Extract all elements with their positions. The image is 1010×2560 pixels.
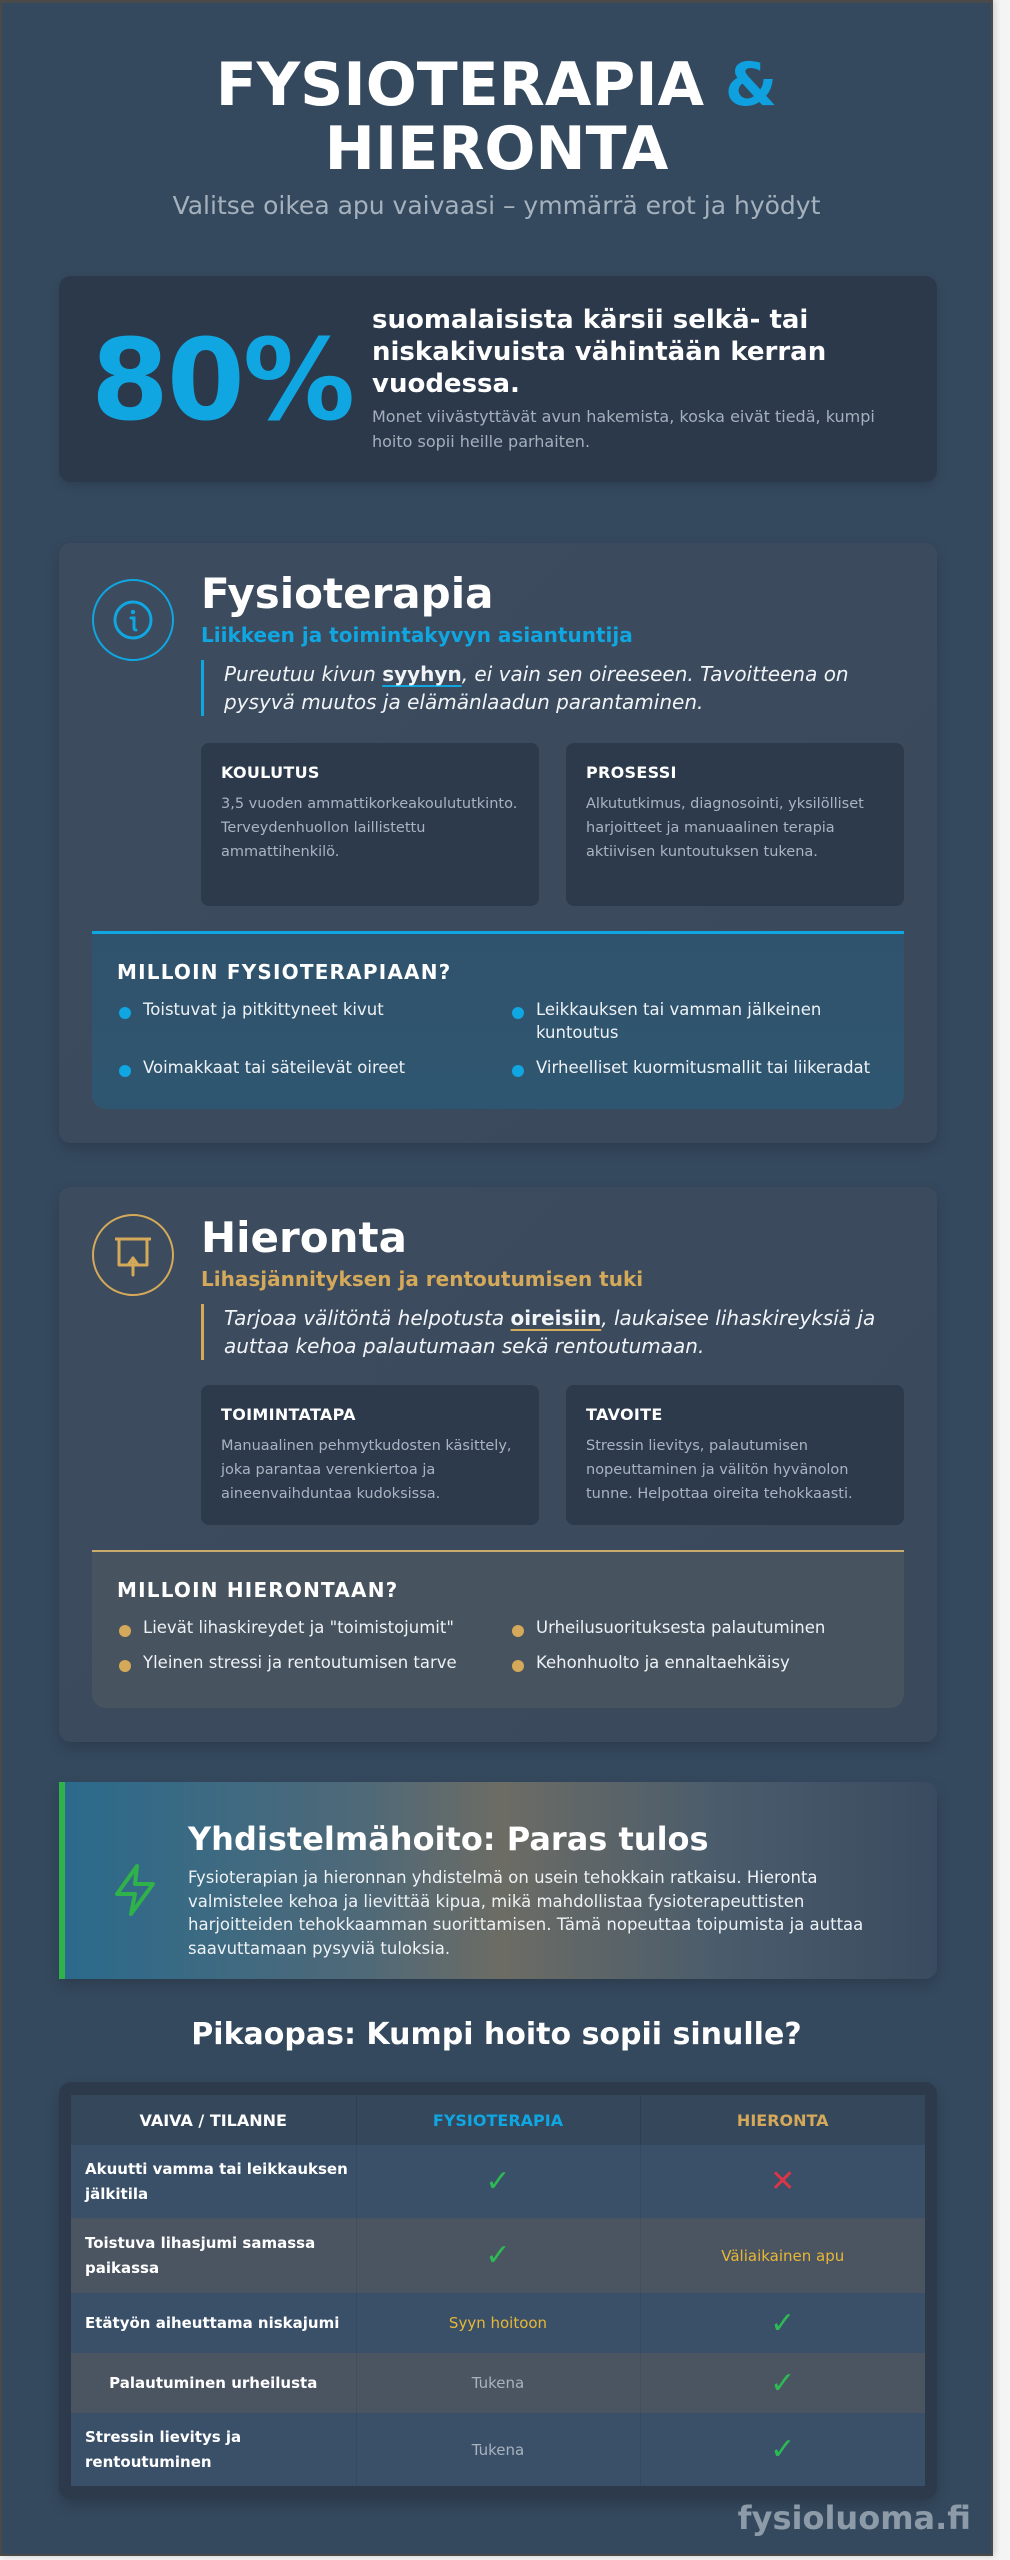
- info-box-goal: [566, 1385, 904, 1525]
- when-physiotherapy-box: [92, 931, 904, 1109]
- column-header-massage: HIERONTA: [640, 2095, 925, 2145]
- info-box-text: Manuaalinen pehmytkudosten käsittely, joka parantaa verenkiertoa ja aineenvaihduntaa kudoksissa.: [221, 1438, 512, 1502]
- cross-icon: ✕: [770, 2164, 796, 2199]
- massage-hand-icon: [92, 1214, 174, 1296]
- quick-guide-table: [59, 2082, 937, 2499]
- info-box-education: [201, 743, 539, 906]
- info-box-text: Alkututkimus, diagnosointi, yksilölliset harjoitteet ja manuaalinen terapia aktiivisen kuntoutuksen tukena.: [586, 796, 864, 860]
- quote-emphasis: oireisiin: [510, 1306, 602, 1330]
- physiotherapy-title: Fysioterapia: [201, 569, 494, 618]
- situation-cell: Palautuminen urheilusta: [71, 2353, 356, 2413]
- situation-cell: Stressin lievitys ja rentoutuminen: [71, 2413, 356, 2486]
- physiotherapy-cell: Tukena: [356, 2353, 640, 2413]
- bullet-dot-icon: [512, 1660, 524, 1672]
- when-list-item: Lievät lihaskireydet ja "toimistojumit": [117, 1616, 486, 1639]
- when-list-item: Voimakkaat tai säteilevät oireet: [117, 1056, 486, 1079]
- massage-cell: [640, 2145, 925, 2218]
- statistic-number: 80%: [91, 316, 354, 446]
- physiotherapy-cell: [356, 2218, 640, 2293]
- situation-cell: Akuutti vamma tai leikkauksen jälkitila: [71, 2145, 356, 2218]
- column-header-physiotherapy: FYSIOTERAPIA: [356, 2095, 640, 2145]
- massage-quote: Tarjoaa välitöntä helpotusta oireisiin, laukaisee lihaskireyksiä ja auttaa kehoa palautumaan sekä rentoutumaan.: [201, 1304, 901, 1360]
- info-box-title: TAVOITE: [586, 1405, 663, 1424]
- check-icon: ✓: [485, 2238, 511, 2273]
- massage-title: Hieronta: [201, 1213, 407, 1262]
- bullet-dot-icon: [512, 1625, 524, 1637]
- table-row: [71, 2218, 925, 2293]
- when-list-item: Yleinen stressi ja rentoutumisen tarve: [117, 1651, 486, 1674]
- page-title: [2, 50, 991, 184]
- bullet-dot-icon: [119, 1007, 131, 1019]
- physiotherapy-cell: Tukena: [356, 2413, 640, 2486]
- column-header-situation: VAIVA / TILANNE: [71, 2095, 356, 2145]
- info-circle-icon: [92, 579, 174, 661]
- info-box-title: KOULUTUS: [221, 763, 320, 782]
- massage-cell: Väliaikainen apu: [640, 2218, 925, 2293]
- lightning-bolt-icon: [109, 1862, 161, 1918]
- physiotherapy-cell: Syyn hoitoon: [356, 2293, 640, 2353]
- physiotherapy-card: [59, 543, 937, 1143]
- title-part-1: FYSIOTERAPIA: [215, 50, 705, 120]
- title-ampersand: &: [724, 50, 778, 120]
- when-title: MILLOIN HIERONTAAN?: [117, 1578, 399, 1602]
- situation-cell: Toistuva lihasjumi samassa paikassa: [71, 2218, 356, 2293]
- when-list-item: Urheilusuorituksesta palautuminen: [510, 1616, 879, 1639]
- when-list-item: Kehonhuolto ja ennaltaehkäisy: [510, 1651, 879, 1674]
- table-row: [71, 2145, 925, 2218]
- statistic-headline: suomalaisista kärsii selkä- tai niskakivuista vähintään kerran vuodessa.: [372, 305, 827, 399]
- situation-cell: Etätyön aiheuttama niskajumi: [71, 2293, 356, 2353]
- bullet-dot-icon: [119, 1065, 131, 1077]
- bullet-dot-icon: [119, 1625, 131, 1637]
- check-icon: ✓: [770, 2365, 796, 2401]
- title-part-2: HIERONTA: [324, 114, 669, 184]
- physiotherapy-cell: [356, 2145, 640, 2218]
- check-icon: ✓: [770, 2305, 796, 2341]
- table-row: [71, 2353, 925, 2413]
- table-header-row: [71, 2095, 925, 2145]
- physiotherapy-subtitle: Liikkeen ja toimintakyvyn asiantuntija: [201, 623, 633, 647]
- info-box-title: TOIMINTATAPA: [221, 1405, 356, 1424]
- when-list-item: Toistuvat ja pitkittyneet kivut: [117, 998, 486, 1044]
- combination-therapy-card: [59, 1782, 937, 1979]
- table-row: [71, 2413, 925, 2486]
- brand-watermark: fysioluoma.fi: [737, 2499, 971, 2537]
- massage-cell: [640, 2353, 925, 2413]
- check-icon: ✓: [770, 2432, 796, 2467]
- info-box-text: 3,5 vuoden ammattikorkeakoulututkinto. Terveydenhuollon laillistettu ammattihenkilö.: [221, 796, 518, 860]
- info-box-method: [201, 1385, 539, 1525]
- combination-text: Fysioterapian ja hieronnan yhdistelmä on usein tehokkain ratkaisu. Hieronta valmistelee kehoa ja lievittää kipua, mikä mahdollistaa fysioterapeuttisten harjoitteiden tehokkaamman suorittamisen. Tämä nopeuttaa toipumista ja auttaa saavuttamaan pysyviä tuloksia.: [188, 1868, 864, 1958]
- bullet-dot-icon: [119, 1660, 131, 1672]
- check-icon: ✓: [485, 2164, 511, 2199]
- quote-emphasis: syyhyn: [382, 662, 462, 686]
- info-box-text: Stressin lievitys, palautumisen nopeuttaminen ja välitön hyvänolon tunne. Helpottaa oireita tehokkaasti.: [586, 1438, 853, 1502]
- physiotherapy-quote: Pureutuu kivun syyhyn, ei vain sen oireeseen. Tavoitteena on pysyvä muutos ja elämänlaadun parantaminen.: [201, 660, 901, 716]
- bullet-dot-icon: [512, 1007, 524, 1019]
- when-list-item: Leikkauksen tai vamman jälkeinen kuntoutus: [510, 998, 879, 1044]
- info-box-process: [566, 743, 904, 906]
- statistic-card: [59, 276, 937, 482]
- massage-cell: [640, 2413, 925, 2486]
- bullet-dot-icon: [512, 1065, 524, 1077]
- page-subtitle: Valitse oikea apu vaivaasi – ymmärrä erot ja hyödyt: [172, 191, 821, 220]
- quick-guide-title: Pikaopas: Kumpi hoito sopii sinulle?: [191, 2017, 802, 2052]
- table-row: [71, 2293, 925, 2353]
- statistic-description: Monet viivästyttävät avun hakemista, koska eivät tiedä, kumpi hoito sopii heille parhaiten.: [372, 407, 875, 451]
- massage-cell: [640, 2293, 925, 2353]
- info-box-title: PROSESSI: [586, 763, 677, 782]
- combination-title: Yhdistelmähoito: Paras tulos: [188, 1820, 709, 1858]
- when-title: MILLOIN FYSIOTERAPIAAN?: [117, 960, 452, 984]
- massage-subtitle: Lihasjännityksen ja rentoutumisen tuki: [201, 1267, 644, 1291]
- when-massage-box: [92, 1550, 904, 1708]
- when-list-item: Virheelliset kuormitusmallit tai liikeradat: [510, 1056, 879, 1079]
- massage-card: [59, 1187, 937, 1742]
